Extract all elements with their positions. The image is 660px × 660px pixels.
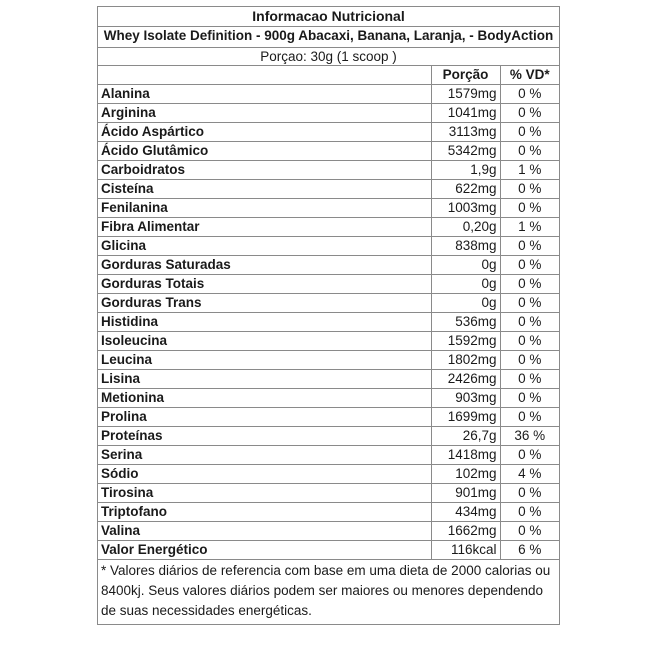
nutrient-amount: 26,7g [431, 426, 500, 445]
nutrient-name: Cisteína [98, 179, 431, 198]
nutrient-amount: 0g [431, 274, 500, 293]
table-row [98, 274, 559, 293]
header-nutrient [98, 66, 431, 85]
nutrient-daily-value: 6 % [500, 540, 559, 559]
nutrient-name: Ácido Glutâmico [98, 141, 431, 160]
nutrient-name: Leucina [98, 350, 431, 369]
table-row [98, 217, 559, 236]
nutrient-daily-value: 0 % [500, 407, 559, 426]
table-row [98, 388, 559, 407]
nutrient-daily-value: 0 % [500, 141, 559, 160]
nutrient-name: Serina [98, 445, 431, 464]
nutrient-amount: 1699mg [431, 407, 500, 426]
nutrient-amount: 1802mg [431, 350, 500, 369]
nutrient-name: Gorduras Trans [98, 293, 431, 312]
nutrient-amount: 622mg [431, 179, 500, 198]
footnote: * Valores diários de referencia com base em uma dieta de 2000 calorias ou 8400kj. Seus valores diários podem ser maiores ou menores dependendo de suas necessidades energéticas. [101, 562, 551, 618]
nutrient-name: Isoleucina [98, 331, 431, 350]
table-row [98, 103, 559, 122]
nutrient-daily-value: 0 % [500, 369, 559, 388]
nutrient-amount: 838mg [431, 236, 500, 255]
nutrient-daily-value: 0 % [500, 521, 559, 540]
nutrient-daily-value: 0 % [500, 198, 559, 217]
nutrient-name: Tirosina [98, 483, 431, 502]
nutrient-daily-value: 0 % [500, 103, 559, 122]
nutrient-name: Sódio [98, 464, 431, 483]
table-row [98, 464, 559, 483]
nutrient-name: Gorduras Saturadas [98, 255, 431, 274]
nutrient-name: Alanina [98, 84, 431, 103]
nutrient-amount: 1418mg [431, 445, 500, 464]
nutrient-daily-value: 0 % [500, 350, 559, 369]
nutrient-name: Glicina [98, 236, 431, 255]
nutrient-amount: 1003mg [431, 198, 500, 217]
nutrient-name: Valina [98, 521, 431, 540]
header-daily-value: % VD* [500, 66, 559, 85]
nutrient-daily-value: 1 % [500, 160, 559, 179]
table-row [98, 369, 559, 388]
nutrient-name: Triptofano [98, 502, 431, 521]
table-row [98, 502, 559, 521]
nutrient-name: Proteínas [98, 426, 431, 445]
table-row [98, 445, 559, 464]
nutrition-table [98, 66, 559, 560]
nutrient-amount: 2426mg [431, 369, 500, 388]
nutrient-name: Fenilanina [98, 198, 431, 217]
nutrient-name: Lisina [98, 369, 431, 388]
table-row [98, 122, 559, 141]
table-row [98, 407, 559, 426]
nutrient-daily-value: 0 % [500, 122, 559, 141]
nutrient-name: Prolina [98, 407, 431, 426]
nutrient-amount: 1662mg [431, 521, 500, 540]
nutrient-name: Carboidratos [98, 160, 431, 179]
table-row [98, 141, 559, 160]
nutrient-amount: 0,20g [431, 217, 500, 236]
nutrient-rows [98, 84, 559, 559]
table-row [98, 236, 559, 255]
nutrient-daily-value: 0 % [500, 179, 559, 198]
table-row [98, 483, 559, 502]
table-header-row [98, 66, 559, 85]
nutrient-daily-value: 36 % [500, 426, 559, 445]
table-row [98, 255, 559, 274]
nutrient-amount: 901mg [431, 483, 500, 502]
serving-size: Porçao: 30g (1 scoop ) [98, 48, 559, 66]
nutrient-name: Metionina [98, 388, 431, 407]
nutrient-name: Valor Energético [98, 540, 431, 559]
table-row [98, 293, 559, 312]
nutrient-daily-value: 0 % [500, 483, 559, 502]
nutrient-amount: 5342mg [431, 141, 500, 160]
table-row [98, 350, 559, 369]
table-row [98, 84, 559, 103]
nutrient-name: Fibra Alimentar [98, 217, 431, 236]
table-row [98, 331, 559, 350]
table-row [98, 521, 559, 540]
label-title: Informacao Nutricional [98, 7, 559, 27]
nutrition-label [97, 6, 560, 625]
nutrient-daily-value: 0 % [500, 445, 559, 464]
table-row [98, 426, 559, 445]
table-row [98, 160, 559, 179]
nutrient-amount: 0g [431, 255, 500, 274]
nutrient-daily-value: 0 % [500, 84, 559, 103]
nutrient-daily-value: 0 % [500, 331, 559, 350]
nutrient-amount: 3113mg [431, 122, 500, 141]
table-row [98, 179, 559, 198]
nutrient-daily-value: 0 % [500, 236, 559, 255]
nutrient-daily-value: 0 % [500, 388, 559, 407]
nutrient-name: Arginina [98, 103, 431, 122]
table-row [98, 198, 559, 217]
nutrient-name: Ácido Aspártico [98, 122, 431, 141]
nutrient-daily-value: 1 % [500, 217, 559, 236]
table-row [98, 312, 559, 331]
nutrient-daily-value: 0 % [500, 312, 559, 331]
product-name: Whey Isolate Definition - 900g Abacaxi, Banana, Laranja, - BodyAction [98, 27, 559, 48]
nutrient-amount: 1041mg [431, 103, 500, 122]
nutrient-amount: 102mg [431, 464, 500, 483]
table-row [98, 540, 559, 559]
nutrient-name: Gorduras Totais [98, 274, 431, 293]
nutrient-amount: 1,9g [431, 160, 500, 179]
nutrient-daily-value: 0 % [500, 255, 559, 274]
nutrient-amount: 536mg [431, 312, 500, 331]
nutrient-amount: 434mg [431, 502, 500, 521]
nutrient-daily-value: 0 % [500, 293, 559, 312]
nutrient-amount: 1592mg [431, 331, 500, 350]
nutrient-amount: 116kcal [431, 540, 500, 559]
header-amount: Porção [431, 66, 500, 85]
nutrient-daily-value: 0 % [500, 502, 559, 521]
nutrient-amount: 0g [431, 293, 500, 312]
nutrient-amount: 903mg [431, 388, 500, 407]
nutrient-amount: 1579mg [431, 84, 500, 103]
nutrient-daily-value: 0 % [500, 274, 559, 293]
nutrient-daily-value: 4 % [500, 464, 559, 483]
nutrient-name: Histidina [98, 312, 431, 331]
